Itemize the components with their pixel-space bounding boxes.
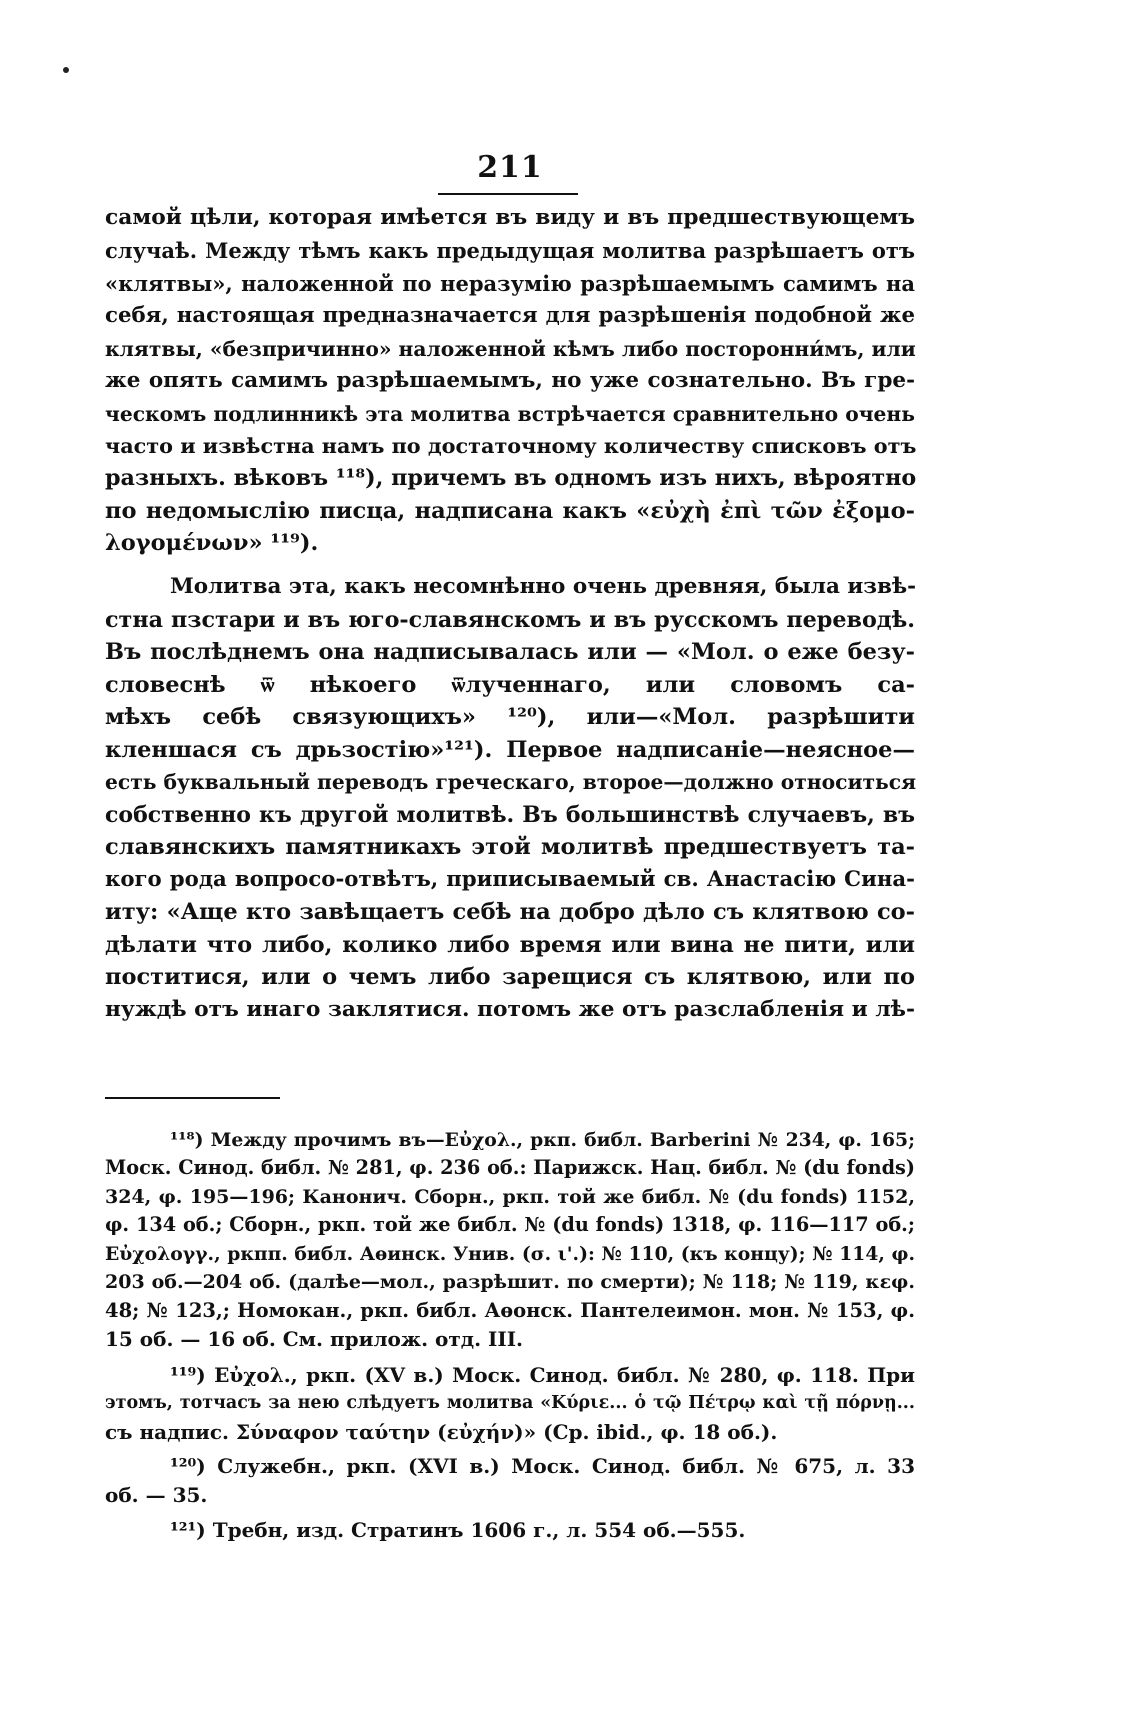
footnote-line: ¹¹⁹) Εὐχολ., ркп. (XV в.) Моск. Синод. библ. № 280, φ. 118. При	[170, 1363, 915, 1387]
body-line: мѣхъ себѣ связующихъ» ¹²⁰), или—«Мол. разрѣшити	[105, 704, 915, 730]
body-line: Въ послѣднемъ она надписывалась или — «Мол. о еже безу-	[105, 639, 915, 665]
footnote-line: этомъ, тотчасъ за нею слѣдуетъ молитва «Κύριε... ὁ τῷ Πέτρῳ καὶ τῇ πόρνῃ...	[105, 1393, 915, 1413]
footnote-line: Моск. Синод. библ. № 281, φ. 236 об.: Парижск. Нац. библ. № (du fonds)	[105, 1156, 915, 1179]
footnote-line: 203 об.—204 об. (далѣе—мол., разрѣшит. по смерти); № 118; № 119, κεφ.	[105, 1271, 915, 1293]
ink-speck	[63, 67, 69, 73]
body-line: случаѣ. Между тѣмъ какъ предыдущая молитва разрѣшаетъ отъ	[105, 238, 915, 263]
body-line: нуждѣ отъ инаго заклятися. потомъ же отъ разслабленія и лѣ-	[105, 997, 915, 1022]
footnote-line: об. — 35.	[105, 1483, 208, 1507]
footnote-line: ¹¹⁸) Между прочимъ въ—Εὐχολ., ркп. библ. Barberini № 234, φ. 165;	[170, 1129, 915, 1151]
body-line: же опять самимъ разрѣшаемымъ, но уже сознательно. Въ гре-	[105, 368, 915, 393]
body-line: разныхъ. вѣковъ ¹¹⁸), причемъ въ одномъ изъ нихъ, вѣроятно	[105, 465, 917, 491]
body-line: поститися, или о чемъ либо зарещися съ клятвою, или по	[105, 964, 915, 990]
body-line: кого рода вопросо-отвѣтъ, приписываемый св. Анастасію Сина-	[105, 867, 915, 892]
footnote-line: 15 об. — 16 об. См. прилож. отд. III.	[105, 1327, 524, 1351]
footnote-line: 48; № 123,; Номокан., ркп. библ. Аѳонск. Пантелеимон. мон. № 153, φ.	[105, 1299, 915, 1322]
body-line: часто и извѣстна намъ по достаточному количеству списковъ отъ	[105, 434, 917, 458]
footnote-line: φ. 134 об.; Сборн., ркп. той же библ. № (du fonds) 1318, φ. 116—117 об.;	[105, 1213, 915, 1236]
page-number-rule	[438, 193, 578, 195]
body-line: λογομένων» ¹¹⁹).	[105, 530, 319, 556]
body-line: ческомъ подлинникѣ эта молитва встрѣчается сравнительно очень	[105, 402, 915, 426]
footnote-rule	[105, 1097, 280, 1099]
body-line: самой цѣли, которая имѣется въ виду и въ предшествующемъ	[105, 205, 915, 230]
footnote-line: съ надпис. Σύναφον ταύτην (εὐχήν)» (Ср. ibid., φ. 18 об.).	[105, 1420, 778, 1444]
body-line: кленшася съ дрьзостію»¹²¹). Первое надписаніе—неясное—	[105, 737, 915, 763]
footnote-line: 324, φ. 195—196; Канонич. Сборн., ркп. той же библ. № (du fonds) 1152,	[105, 1186, 915, 1208]
body-line: славянскихъ памятникахъ этой молитвѣ предшествуетъ та-	[105, 834, 915, 860]
body-line: клятвы, «безпричинно» наложенной кѣмъ либо посторонни́мъ, или	[105, 337, 916, 361]
body-line: иту: «Аще кто завѣщаетъ себѣ на добро дѣло съ клятвою со-	[105, 899, 915, 925]
footnote-line: ¹²¹) Требн, изд. Стратинъ 1606 г., л. 554 об.—555.	[170, 1518, 746, 1542]
body-line: дѣлати что либо, колико либо время или вина не пити, или	[105, 932, 915, 958]
body-line: себя, настоящая предназначается для разрѣшенія подобной же	[105, 303, 915, 328]
body-line: Молитва эта, какъ несомнѣнно очень древняя, была извѣ-	[170, 574, 917, 599]
footnote-line: ¹²⁰) Служебн., ркп. (XVI в.) Моск. Синод. библ. № 675, л. 33	[170, 1454, 915, 1478]
body-line: словеснѣ ѿ нѣкоего ѿлученнаго, или словомъ са-	[105, 672, 915, 698]
body-line: стна пзстари и въ юго-славянскомъ и въ русскомъ переводѣ.	[105, 607, 915, 633]
body-line: по недомыслію писца, надписана какъ «εὐχὴ ἐπὶ τῶν ἐξομο-	[105, 498, 915, 524]
footnote-line: Εὐχολογγ., ркпп. библ. Аѳинск. Унив. (σ. ι'.): № 110, (къ концу); № 114, φ.	[105, 1243, 915, 1265]
body-line: собственно къ другой молитвѣ. Въ большинствѣ случаевъ, въ	[105, 802, 915, 828]
body-line: «клятвы», наложенной по неразумію разрѣшаемымъ самимъ на	[105, 271, 915, 296]
page-number: 211	[477, 150, 543, 185]
body-line: есть буквальный переводъ греческаго, второе—должно относиться	[105, 770, 917, 794]
